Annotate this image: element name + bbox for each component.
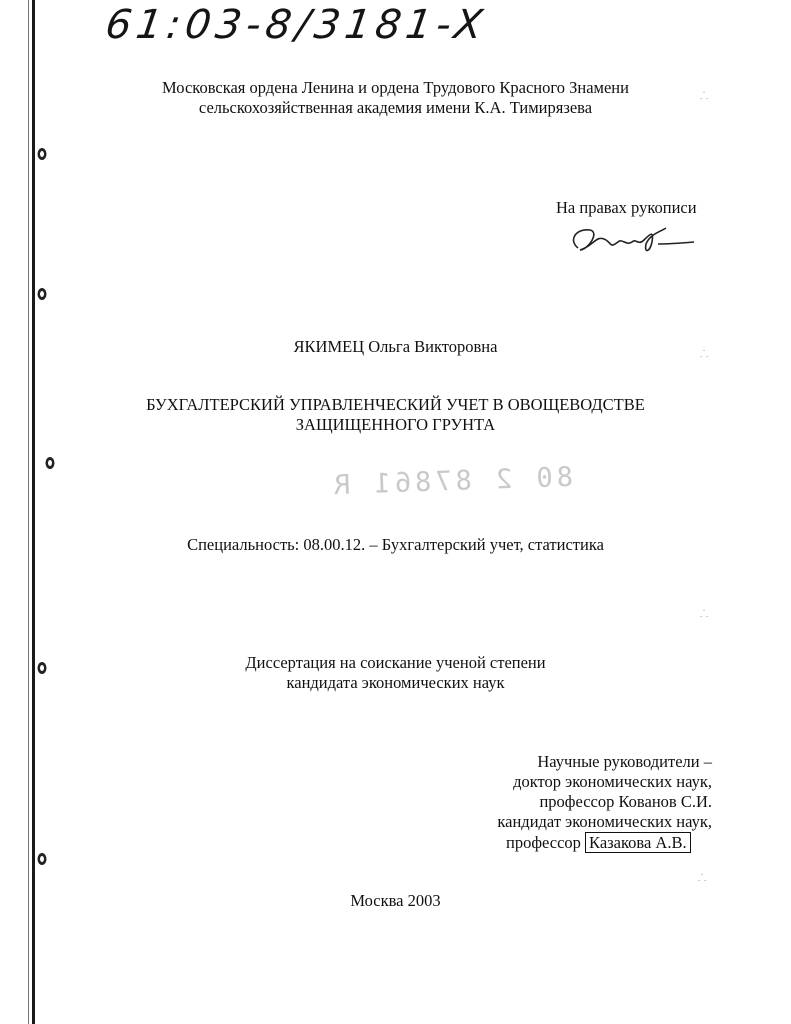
scan-speck: ⸫ xyxy=(698,873,707,884)
rights-note: На правах рукописи xyxy=(556,198,697,217)
supervisor-line-3: кандидат экономических наук, xyxy=(497,812,712,831)
scan-speck: ⸫ xyxy=(700,91,709,102)
supervisor-name-boxed: Казакова А.В. xyxy=(585,832,691,853)
punch-hole-icon xyxy=(36,146,48,162)
signature-icon xyxy=(566,220,696,260)
author-name: ЯКИМЕЦ Ольга Викторовна xyxy=(293,337,498,356)
scan-speck: ⸫ xyxy=(700,609,709,620)
supervisor-line-1: доктор экономических наук, xyxy=(513,772,712,791)
title-line-1: БУХГАЛТЕРСКИЙ УПРАВЛЕНЧЕСКИЙ УЧЕТ В ОВОЩЕВОДСТВЕ xyxy=(146,395,645,414)
specialty: Специальность: 08.00.12. – Бухгалтерский учет, статистика xyxy=(187,535,604,554)
scan-speck: ⸫ xyxy=(700,349,709,360)
city-year: Москва 2003 xyxy=(350,891,441,910)
library-stamp: 80 2 87861 R xyxy=(329,461,574,502)
degree-line-1: Диссертация на соискание ученой степени xyxy=(245,653,546,672)
punch-hole-icon xyxy=(44,455,56,471)
punch-hole-icon xyxy=(36,286,48,302)
institution-line-1: Московская ордена Ленина и ордена Трудового Красного Знамени xyxy=(162,78,629,97)
archive-number: 61:03-8/3181-X xyxy=(102,2,491,48)
degree-line-2: кандидата экономических наук xyxy=(286,673,505,692)
supervisor-line-4 xyxy=(506,833,691,853)
institution-line-2: сельскохозяйственная академия имени К.А. Тимирязева xyxy=(198,98,593,117)
binding-edge xyxy=(32,0,35,1024)
binding-edge-line xyxy=(28,0,29,1024)
supervisor-line-2: профессор Кованов С.И. xyxy=(539,792,712,811)
title-line-2: ЗАЩИЩЕННОГО ГРУНТА xyxy=(295,415,496,434)
supervisor-title: профессор xyxy=(506,833,581,852)
supervisors-heading: Научные руководители – xyxy=(537,752,712,771)
punch-hole-icon xyxy=(36,851,48,867)
